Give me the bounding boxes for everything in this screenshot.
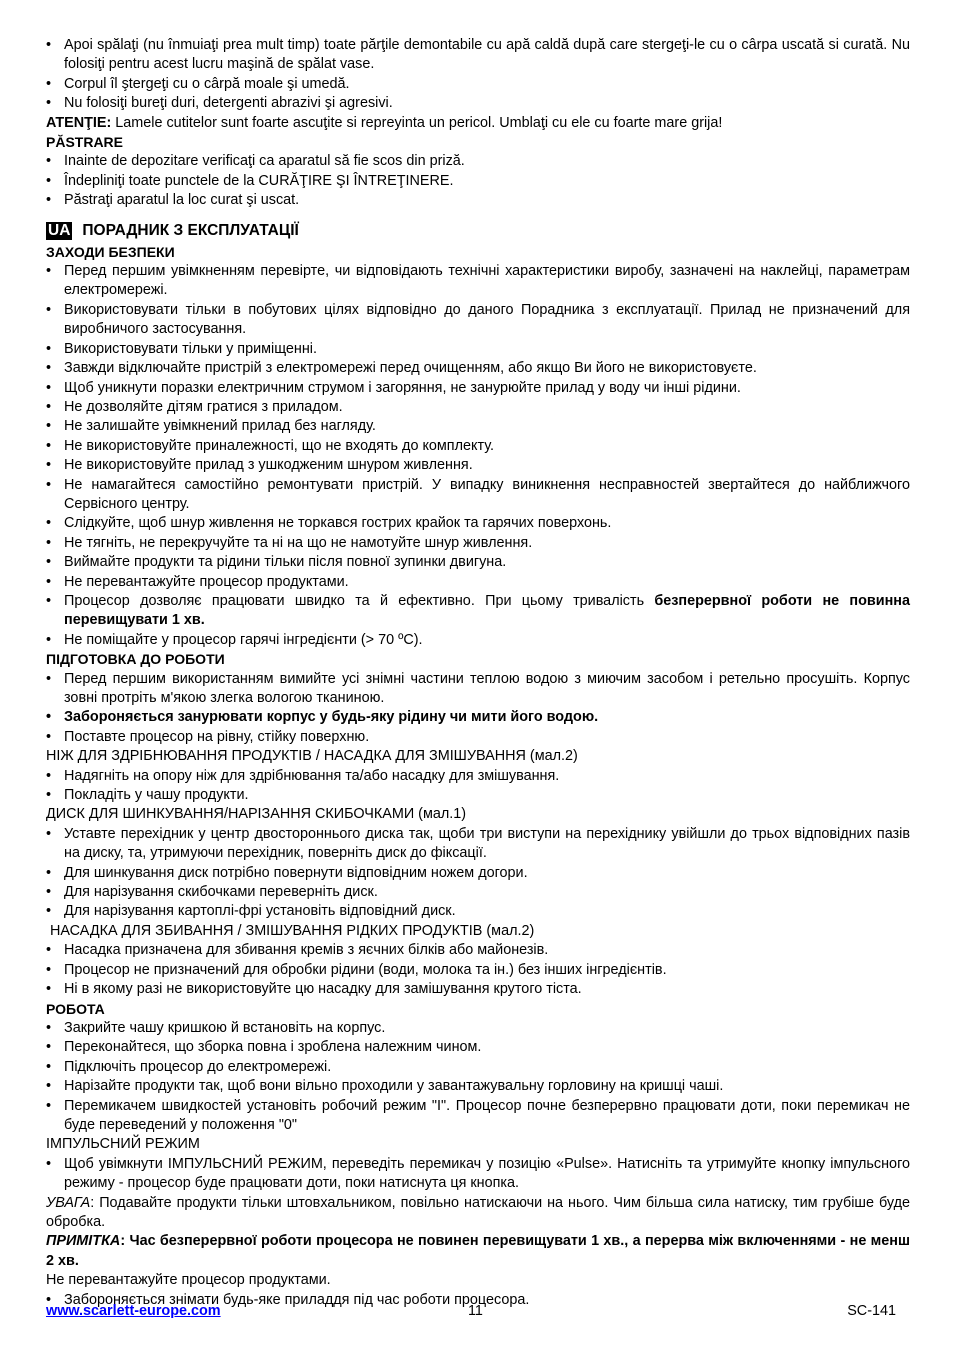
- list-item: • Nu folosiţi bureţi duri, detergenti abrazivi şi agresivi.: [46, 94, 910, 113]
- list-item: • Для шинкування диск потрібно повернути відповідним ножем догори.: [46, 864, 910, 883]
- caution-text: : Подавайте продукти тільки штовхальником, повільно натискаючи на нього. Чим більша сила натиску, тим грубіше буде обробка.: [46, 1194, 910, 1230]
- list-item: • Păstraţi aparatul la loc curat şi uscat.: [46, 191, 910, 210]
- overload-paragraph: Не перевантажуйте процесор продуктами.: [46, 1272, 331, 1289]
- warning-paragraph: [46, 114, 910, 133]
- list-item: • Використовувати тільки у приміщенні.: [46, 340, 910, 359]
- list-item: • Для нарізування картоплі-фрі установіть відповідний диск.: [46, 902, 910, 921]
- page-number: 11: [468, 1303, 483, 1319]
- list-item: • Corpul îl ştergeţi cu o cârpă moale şi umedă.: [46, 75, 910, 94]
- note-text: : Час безперервної роботи процесора не повинен перевищувати 1 хв., а перерва між включеннями - не менш 2 хв.: [46, 1233, 910, 1269]
- whisk-heading: НАСАДКА ДЛЯ ЗБИВАННЯ / ЗМІШУВАННЯ РІДКИХ ПРОДУКТІВ (мал.2): [46, 922, 535, 939]
- list-item: • Завжди відключайте пристрій з електромережі перед очищенням, або якщо Ви його не використовуєте.: [46, 359, 910, 378]
- section-title-text: ПОРАДНИК З ЕКСПЛУАТАЦІЇ: [82, 221, 299, 239]
- list-item: • Закрийте чашу кришкою й встановіть на корпус.: [46, 1019, 910, 1038]
- warning-text: Lamele cutitelor sunt foarte ascuţite si repreyinta un pericol. Umblaţi cu ele cu foarte mare grija!: [111, 114, 723, 131]
- preparation-heading: ПІДГОТОВКА ДО РОБОТИ: [46, 651, 225, 668]
- list-item: [46, 592, 910, 631]
- list-item: • Не тягніть, не перекручуйте та ні на що не намотуйте шнур живлення.: [46, 534, 910, 553]
- list-item: • Покладіть у чашу продукти.: [46, 786, 910, 805]
- list-item: • Для нарізування скибочками переверніть диск.: [46, 883, 910, 902]
- section-title: [46, 219, 910, 243]
- language-badge: UA: [48, 221, 71, 239]
- safety-heading: ЗАХОДИ БЕЗПЕКИ: [46, 243, 175, 260]
- list-item: • Виймайте продукти та рідини тільки після повної зупинки двигуна.: [46, 553, 910, 572]
- list-item: • Використовувати тільки в побутових цілях відповідно до даного Порадника з експлуатації. Прилад не призначений для виробничого застосування.: [46, 301, 910, 340]
- list-item: • Не залишайте увімкнений прилад без нагляду.: [46, 417, 910, 436]
- list-item: • Ні в якому разі не використовуйте цю насадку для замішування крутого тіста.: [46, 980, 910, 999]
- list-item: • Забороняється занурювати корпус у будь-яку рідину чи мити його водою.: [46, 708, 910, 727]
- list-item: • Нарізайте продукти так, щоб вони вільно проходили у завантажувальну горловину на кришці чаші.: [46, 1077, 910, 1096]
- model-number: SC-141: [847, 1303, 896, 1319]
- list-item: • Процесор не призначений для обробки рідини (води, молока та ін.) без інших інгредієнтів.: [46, 961, 910, 980]
- website-link[interactable]: www.scarlett-europe.com: [46, 1303, 221, 1319]
- page-footer: [46, 1303, 910, 1323]
- list-item: • Щоб уникнути поразки електричним струмом і загоряння, не занурюйте прилад у воду чи інші рідини.: [46, 379, 910, 398]
- caution-label: УВАГА: [46, 1194, 91, 1211]
- list-item: • Підключіть процесор до електромережі.: [46, 1058, 910, 1077]
- list-item: • Перед першим увімкненням перевірте, чи відповідають технічні характеристики виробу, зазначені на наклейці, параметрам електромережі.: [46, 262, 910, 301]
- list-item: • Забороняється знімати будь-яке приладдя під час роботи процесора.: [46, 1291, 910, 1310]
- note-paragraph: [46, 1232, 910, 1271]
- list-item: • Слідкуйте, щоб шнур живлення не торкався гострих крайок та гарячих поверхонь.: [46, 514, 910, 533]
- list-item: • Îndepliniţi toate punctele de la CURĂŢIRE ŞI ÎNTREŢINERE.: [46, 172, 910, 191]
- list-item: • Поставте процесор на рівну, стійку поверхню.: [46, 728, 910, 747]
- caution-paragraph: [46, 1194, 910, 1233]
- list-item: • Перед першим використанням вимийте усі знімні частини теплою водою з миючим засобом і ретельно просушіть. Корпус зовні протріть м'якою злегка вологою тканиною.: [46, 670, 910, 709]
- note-label: ПРИМІТКА: [46, 1233, 121, 1250]
- list-item: • Apoi spălaţi (nu înmuiaţi prea mult timp) toate părţile demontabile cu apă caldă după care stergeţi-le cu o cârpa uscată si curată. Nu folosiţi pentru acest lucru maşină de spălat vase.: [46, 36, 910, 75]
- list-item: • Перемикачем швидкостей установіть робочий режим "I". Процесор почне безперервно працювати доти, поки перемикач не буде переведений у положення "0": [46, 1097, 910, 1136]
- warning-label: ATENŢIE:: [46, 114, 112, 131]
- storage-heading: PĂSTRARE: [46, 134, 124, 151]
- list-item: • Не намагайтеся самостійно ремонтувати пристрій. У випадку виникнення несправностей звертайтеся до найближчого Сервісного центру.: [46, 476, 910, 515]
- list-item: • Не використовуйте приналежності, що не входять до комплекту.: [46, 437, 910, 456]
- list-item: • Насадка призначена для збивання кремів з яєчних білків або майонезів.: [46, 941, 910, 960]
- list-item: • Уставте перехідник у центр двостороннього диска так, щоби три виступи на перехіднику увійшли до трьох відповідних пазів на диску, та, утримуючи перехідник, поверніть диск до фіксації.: [46, 825, 910, 864]
- list-item: • Не поміщайте у процесор гарячі інгредієнти (> 70 ºC).: [46, 631, 910, 650]
- document-body: [46, 36, 910, 1310]
- disc-heading: ДИСК ДЛЯ ШИНКУВАННЯ/НАРІЗАННЯ СКИБОЧКАМИ (мал.1): [46, 806, 467, 823]
- list-item: • Переконайтеся, що зборка повна і зроблена належним чином.: [46, 1038, 910, 1057]
- list-item: • Щоб увімкнути ІМПУЛЬСНИЙ РЕЖИМ, переведіть перемикач у позицію «Pulse». Натисніть та утримуйте кнопку імпульсного режиму - процесор буде працювати доти, поки натиснута ця кнопка.: [46, 1155, 910, 1194]
- list-item: • Надягніть на опору ніж для здрібнювання та/або насадку для змішування.: [46, 767, 910, 786]
- list-item: • Inainte de depozitare verificaţi ca aparatul să fie scos din priză.: [46, 152, 910, 171]
- operation-heading: РОБОТА: [46, 1000, 105, 1017]
- list-item-emphasis: безперервної роботи не повинна перевищувати 1 хв.: [64, 592, 910, 629]
- list-item-text: Процесор дозволяє працювати швидко та й ефективно. При цьому тривалість: [64, 592, 655, 609]
- knife-heading: НІЖ ДЛЯ ЗДРІБНЮВАННЯ ПРОДУКТІВ / НАСАДКА ДЛЯ ЗМІШУВАННЯ (мал.2): [46, 748, 578, 765]
- list-item: • Не дозволяйте дітям гратися з приладом.: [46, 398, 910, 417]
- pulse-heading: ІМПУЛЬСНИЙ РЕЖИМ: [46, 1136, 200, 1153]
- list-item: • Не використовуйте прилад з ушкодженим шнуром живлення.: [46, 456, 910, 475]
- list-item: • Не перевантажуйте процесор продуктами.: [46, 573, 910, 592]
